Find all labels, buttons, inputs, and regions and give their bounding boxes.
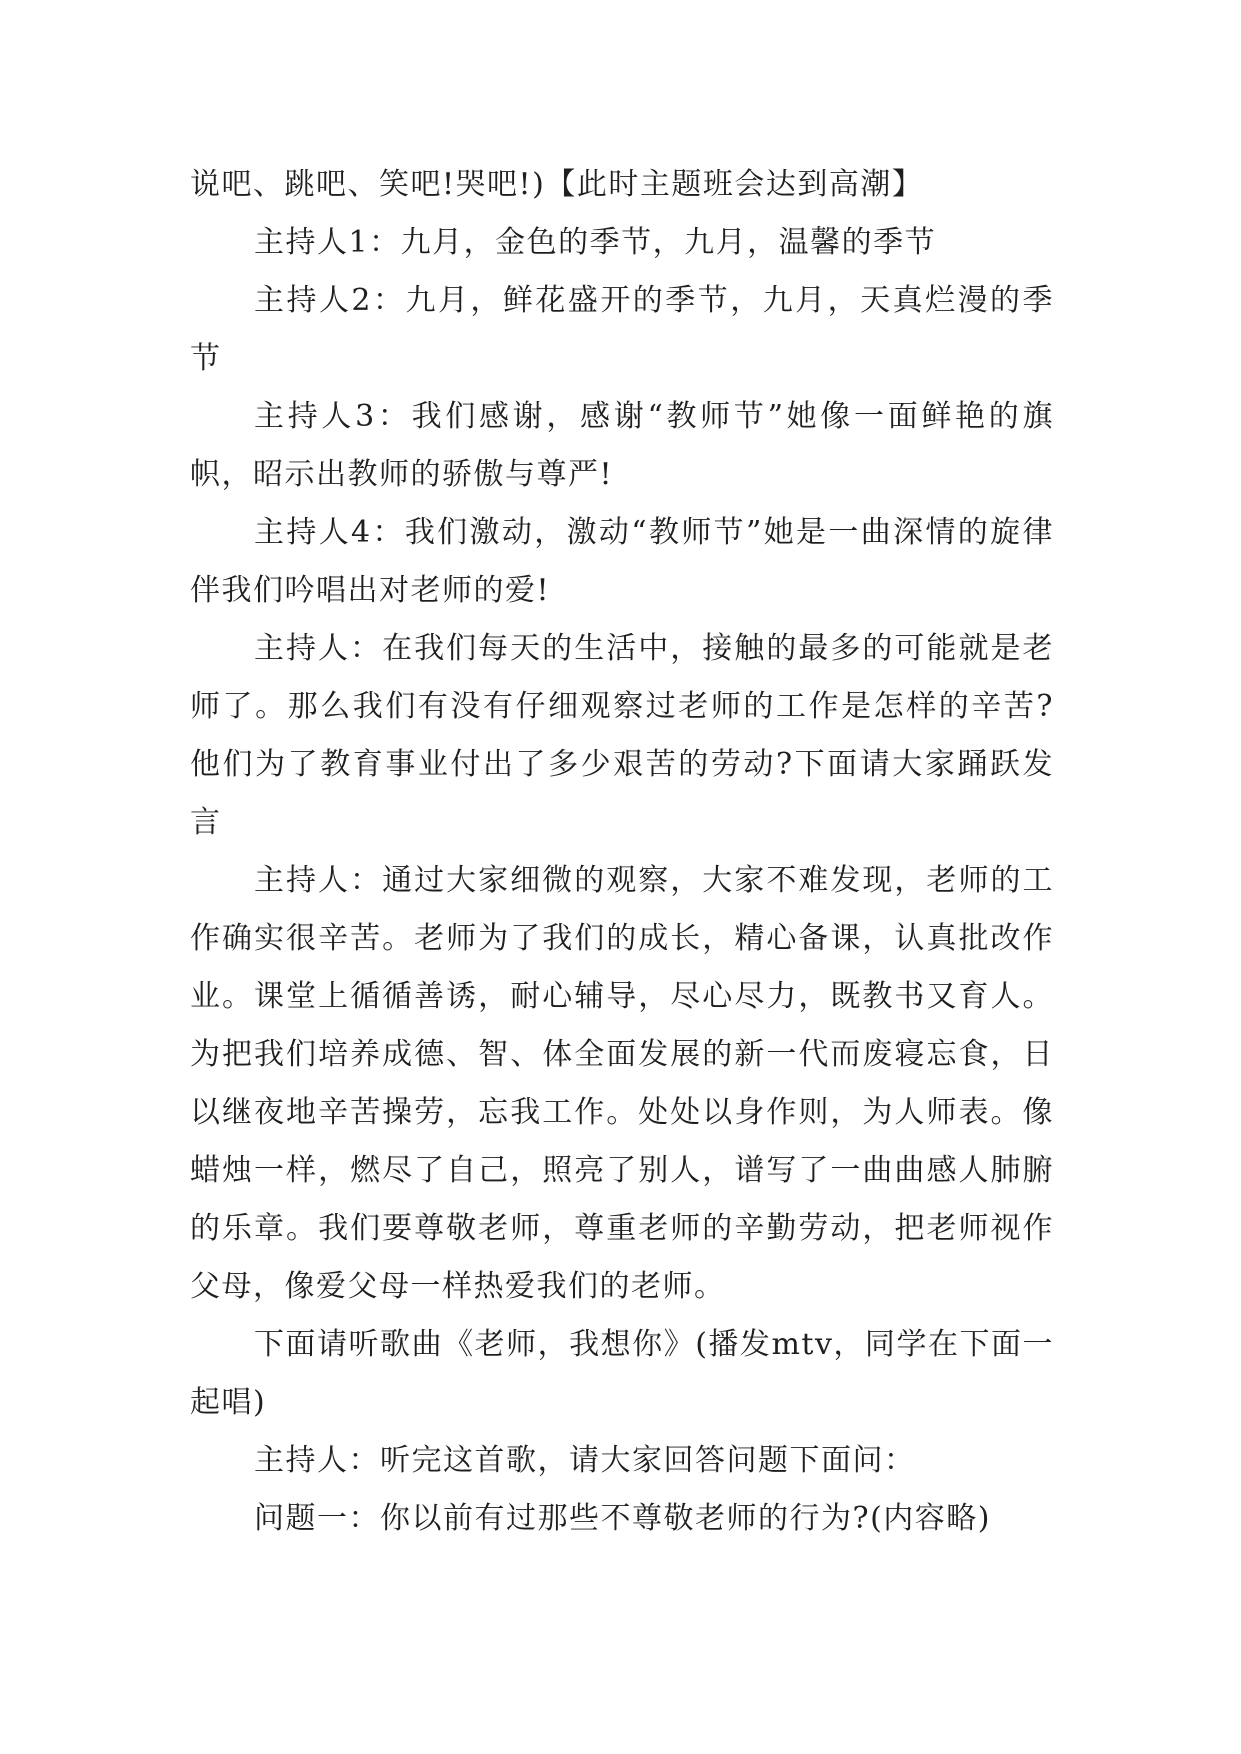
paragraph: 主持人3：我们感谢，感谢“教师节”她像一面鲜艳的旗帜，昭示出教师的骄傲与尊严!: [190, 399, 1054, 492]
paragraph: 问题一：你以前有过那些不尊敬老师的行为?(内容略): [254, 1501, 991, 1536]
paragraph: 主持人2：九月，鲜花盛开的季节，九月，天真烂漫的季节: [190, 283, 1054, 376]
paragraph: 主持人4：我们激动，激动“教师节”她是一曲深情的旋律伴我们吟唱出对老师的爱!: [190, 515, 1054, 608]
document-body: [190, 156, 1054, 1548]
paragraph: 下面请听歌曲《老师，我想你》(播发mtv，同学在下面一起唱): [190, 1327, 1054, 1420]
paragraph: 主持人1：九月，金色的季节，九月，温馨的季节: [254, 225, 937, 260]
paragraph: 主持人：通过大家细微的观察，大家不难发现，老师的工作确实很辛苦。老师为了我们的成长，精心备课，认真批改作业。课堂上循循善诱，耐心辅导，尽心尽力，既教书又育人。为把我们培养成德、智、体全面发展的新一代而废寝忘食，日以继夜地辛苦操劳，忘我工作。处处以身作则，为人师表。像蜡烛一样，燃尽了自己，照亮了别人，谱写了一曲曲感人肺腑的乐章。我们要尊敬老师，尊重老师的辛勤劳动，把老师视作父母，像爱父母一样热爱我们的老师。: [190, 863, 1054, 1304]
paragraph: 主持人：在我们每天的生活中，接触的最多的可能就是老师了。那么我们有没有仔细观察过老师的工作是怎样的辛苦?他们为了教育事业付出了多少艰苦的劳动?下面请大家踊跃发言: [190, 631, 1054, 840]
paragraph: 说吧、跳吧、笑吧!哭吧!)【此时主题班会达到高潮】: [190, 167, 924, 202]
paragraph: 主持人：听完这首歌，请大家回答问题下面问：: [254, 1443, 916, 1478]
